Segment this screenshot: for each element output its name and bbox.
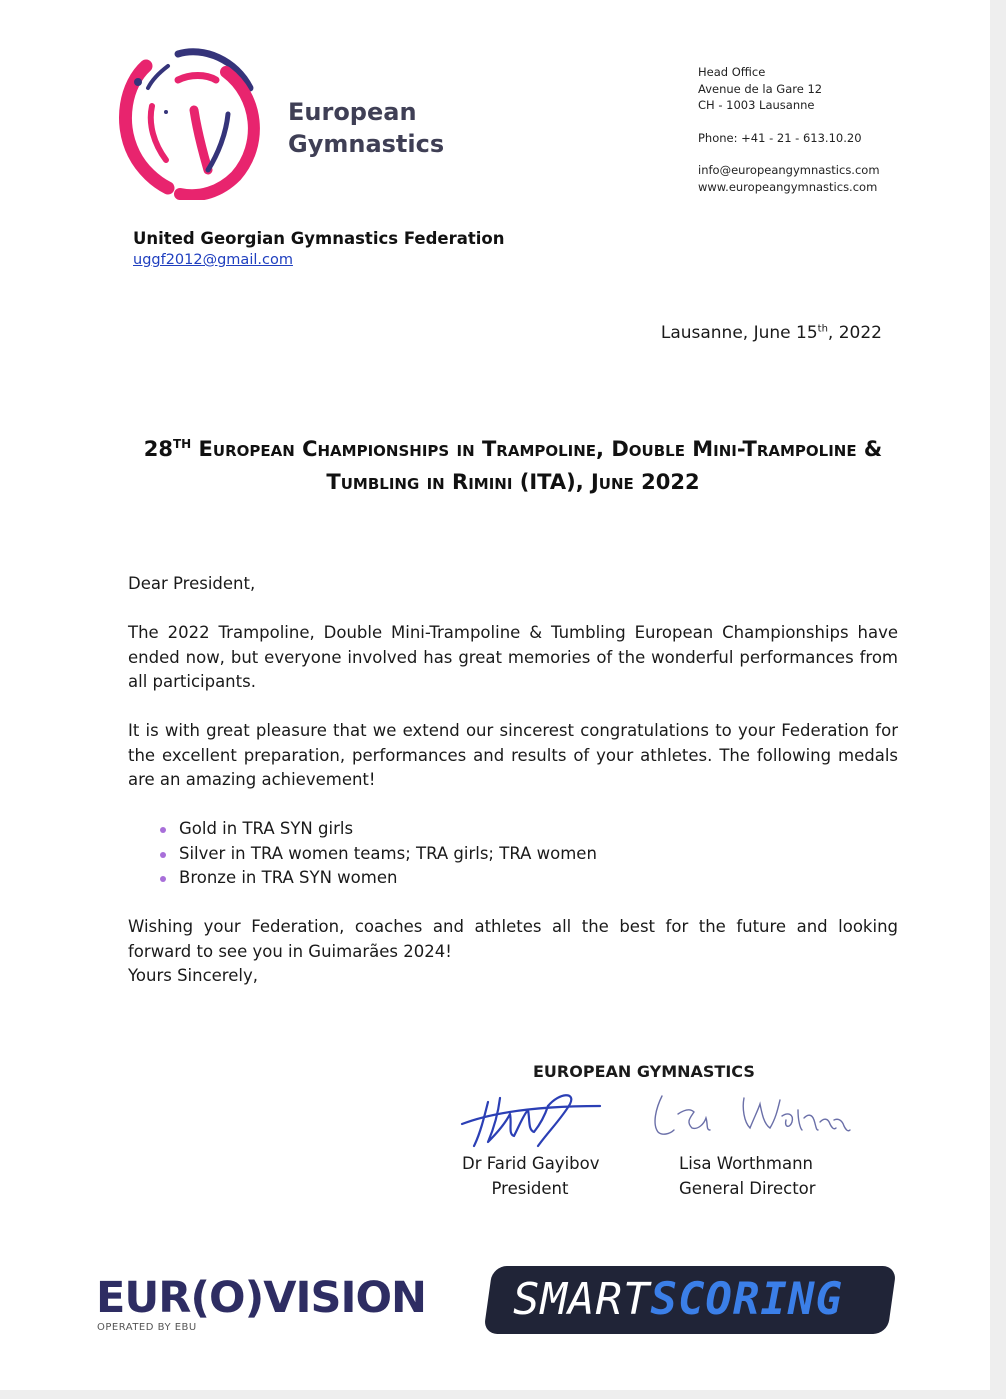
letter-title [100,428,926,499]
signer2-name: Lisa Worthmann [679,1154,813,1173]
scoring-word: SCORING [650,1274,843,1325]
eurovision-logo [96,1272,427,1338]
director-signature [648,1088,854,1144]
medal-list [128,817,898,891]
closing-sign-off: Yours Sincerely, [128,966,258,985]
list-item [160,866,898,891]
recipient-block [133,229,505,268]
recipient-organization: United Georgian Gymnastics Federation [133,229,505,248]
bullet-icon [160,876,166,882]
date-year: , 2022 [827,323,882,343]
bullet-icon [160,852,166,858]
date-prefix: Lausanne, June 15 [660,323,818,343]
title-line1: European Championships in Trampoline, Double Mini-Trampoline & [191,437,883,461]
logo-wordmark [288,96,444,160]
office-phone: Phone: +41 - 21 - 613.10.20 [698,130,862,145]
letter-body [128,572,898,989]
paragraph-1: The 2022 Trampoline, Double Mini-Trampoline & Tumbling European Championships have ended now, but everyone involved has great memories of the wonderful performances from all participants. [128,623,898,691]
president-signature [458,1084,608,1152]
eurovision-subtitle: OPERATED BY EBU [97,1322,197,1333]
office-street: Avenue de la Gare 12 [698,81,823,96]
head-office-address [698,64,880,195]
paragraph-2: It is with great pleasure that we extend our sincerest congratulations to your Federation for the excellent preparation, performances and results of your athletes. The following medals are an amazing achievement! [128,721,898,789]
signer2-role: General Director [679,1178,816,1198]
smartscoring-logo [513,1270,873,1330]
signer1-name: Dr Farid Gayibov [462,1154,600,1173]
date-line [661,323,882,343]
recipient-email-link[interactable]: uggf2012@gmail.com [133,252,293,268]
title-line2: Tumbling in Rimini (ITA), June 2022 [326,470,700,494]
medal-text: Bronze in TRA SYN women [179,868,398,887]
signer1-role: President [491,1178,569,1198]
signer-director [679,1152,816,1201]
eurovision-wordmark: EUR(O)VISION [96,1273,427,1323]
salutation: Dear President, [128,574,256,593]
office-website: www.europeangymnastics.com [698,179,878,194]
medal-text: Gold in TRA SYN girls [179,819,354,838]
title-ordinal-suffix: TH [173,437,192,451]
brand-line2: Gymnastics [288,130,445,158]
office-email: info@europeangymnastics.com [698,163,880,177]
brand-line1: European [288,98,417,126]
european-gymnastics-logo [108,44,268,200]
list-item [160,842,898,867]
date-suffix: th [817,323,828,335]
smart-word: SMART [513,1274,651,1325]
list-item [160,817,898,842]
office-city: CH - 1003 Lausanne [698,98,815,112]
title-ordinal: 28 [143,437,173,461]
office-label: Head Office [698,65,766,79]
medal-text: Silver in TRA women teams; TRA girls; TRA women [179,843,597,863]
closing-paragraph: Wishing your Federation, coaches and athletes all the best for the future and looking forward to see you in Guimarães 2024! [128,917,898,961]
signature-organization: EUROPEAN GYMNASTICS [533,1062,755,1081]
page-edge-bottom [0,1390,1006,1399]
bullet-icon [160,827,166,833]
page-edge-right [990,0,1006,1399]
signer-president [462,1152,598,1201]
